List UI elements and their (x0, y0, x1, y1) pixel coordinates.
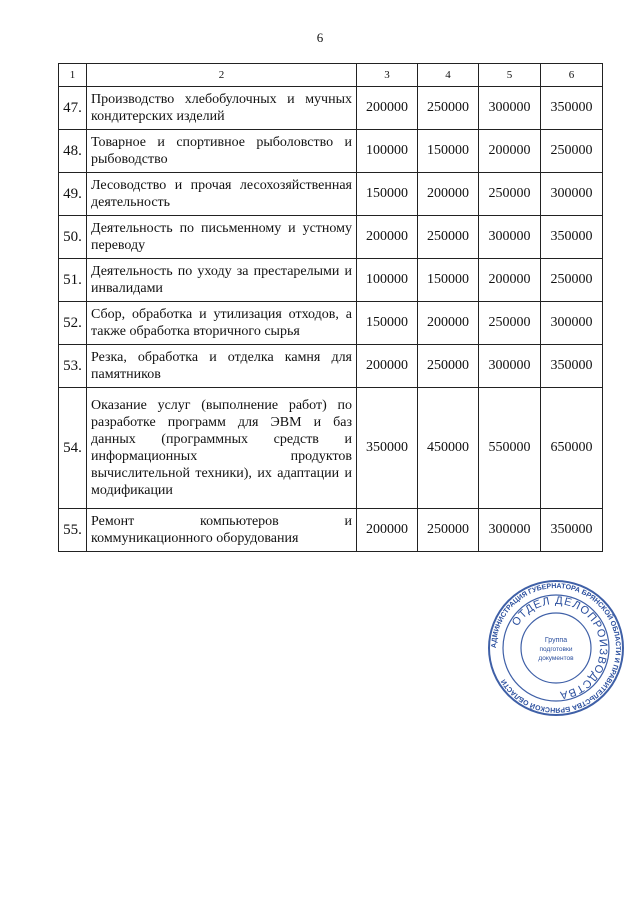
amount-cell: 150000 (357, 173, 418, 216)
row-number: 52. (59, 302, 87, 345)
amount-cell: 250000 (418, 87, 479, 130)
amount-cell: 650000 (541, 388, 603, 509)
amount-cell: 200000 (479, 130, 541, 173)
amount-cell: 250000 (479, 302, 541, 345)
row-number: 55. (59, 509, 87, 552)
row-number: 49. (59, 173, 87, 216)
table-row (59, 87, 603, 130)
amount-cell: 350000 (357, 388, 418, 509)
row-number: 47. (59, 87, 87, 130)
stamp-center-line3: документов (538, 655, 574, 662)
amount-cell: 200000 (418, 173, 479, 216)
amount-cell: 550000 (479, 388, 541, 509)
table-row (59, 259, 603, 302)
amount-cell: 350000 (541, 216, 603, 259)
amount-cell: 250000 (479, 173, 541, 216)
amount-cell: 200000 (479, 259, 541, 302)
amount-cell: 200000 (357, 216, 418, 259)
stamp-outer-text: АДМИНИСТРАЦИЯ ГУБЕРНАТОРА БРЯНСКОЙ ОБЛАСТИ И ПРАВИТЕЛЬСТВА БРЯНСКОЙ ОБЛАСТИ (490, 582, 622, 714)
amount-cell: 350000 (541, 509, 603, 552)
amount-cell: 450000 (418, 388, 479, 509)
table-header-row (59, 64, 603, 87)
activity-name: Товарное и спортивное рыболовство и рыбоводство (87, 130, 357, 173)
amount-cell: 250000 (418, 345, 479, 388)
stamp-center-line2: подготовки (539, 646, 573, 653)
row-number: 54. (59, 388, 87, 509)
activity-name: Оказание услуг (выполнение работ) по разработке программ для ЭВМ и баз данных (программных средств и информационных продуктов вычислительной техники), их адаптации и модификации (87, 388, 357, 509)
amount-cell: 150000 (357, 302, 418, 345)
column-header: 6 (541, 64, 603, 87)
amount-cell: 300000 (541, 302, 603, 345)
amount-cell: 200000 (357, 509, 418, 552)
table-row (59, 345, 603, 388)
fee-table (58, 63, 603, 552)
activity-name: Деятельность по уходу за престарелыми и инвалидами (87, 259, 357, 302)
amount-cell: 100000 (357, 130, 418, 173)
column-header: 1 (59, 64, 87, 87)
amount-cell: 100000 (357, 259, 418, 302)
activity-name: Ремонт компьютеров и коммуникационного оборудования (87, 509, 357, 552)
activity-name: Резка, обработка и отделка камня для памятников (87, 345, 357, 388)
table-row (59, 302, 603, 345)
amount-cell: 200000 (418, 302, 479, 345)
column-header: 3 (357, 64, 418, 87)
activity-name: Лесоводство и прочая лесохозяйственная деятельность (87, 173, 357, 216)
table-row (59, 509, 603, 552)
amount-cell: 300000 (541, 173, 603, 216)
amount-cell: 300000 (479, 216, 541, 259)
table-row (59, 130, 603, 173)
amount-cell: 250000 (541, 130, 603, 173)
activity-name: Производство хлебобулочных и мучных кондитерских изделий (87, 87, 357, 130)
row-number: 53. (59, 345, 87, 388)
stamp-inner-text: ОТДЕЛ ДЕЛОПРОИЗВОДСТВА (509, 594, 610, 701)
row-number: 50. (59, 216, 87, 259)
department-stamp (486, 578, 626, 718)
amount-cell: 150000 (418, 130, 479, 173)
table-row (59, 173, 603, 216)
activity-name: Сбор, обработка и утилизация отходов, а также обработка вторичного сырья (87, 302, 357, 345)
amount-cell: 300000 (479, 509, 541, 552)
amount-cell: 300000 (479, 345, 541, 388)
amount-cell: 300000 (479, 87, 541, 130)
amount-cell: 250000 (418, 509, 479, 552)
amount-cell: 250000 (541, 259, 603, 302)
amount-cell: 200000 (357, 345, 418, 388)
column-header: 4 (418, 64, 479, 87)
amount-cell: 350000 (541, 345, 603, 388)
table-row (59, 216, 603, 259)
row-number: 51. (59, 259, 87, 302)
column-header: 2 (87, 64, 357, 87)
table-row (59, 388, 603, 509)
amount-cell: 200000 (357, 87, 418, 130)
amount-cell: 250000 (418, 216, 479, 259)
column-header: 5 (479, 64, 541, 87)
amount-cell: 150000 (418, 259, 479, 302)
page-number: 6 (316, 30, 324, 45)
amount-cell: 350000 (541, 87, 603, 130)
activity-name: Деятельность по письменному и устному переводу (87, 216, 357, 259)
stamp-center-line1: Группа (544, 637, 568, 644)
row-number: 48. (59, 130, 87, 173)
